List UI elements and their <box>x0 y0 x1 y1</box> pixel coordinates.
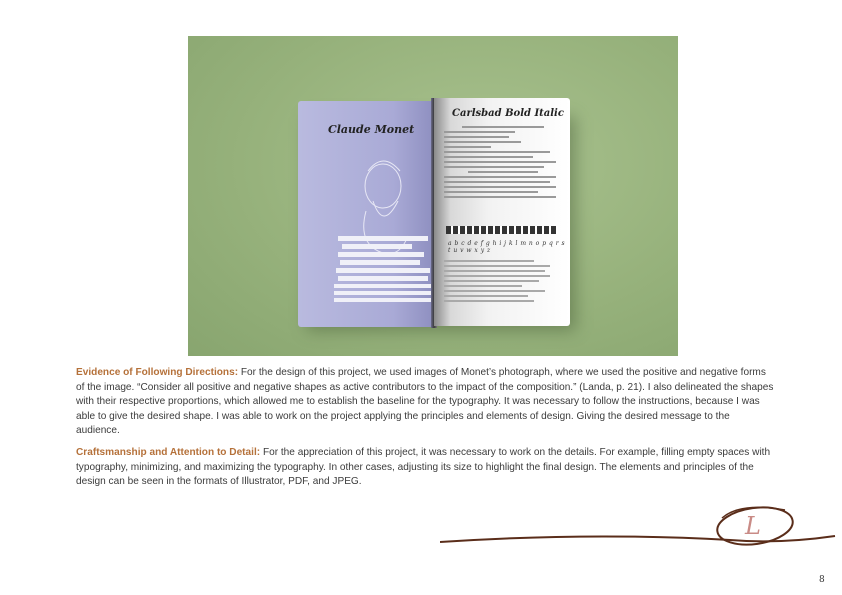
right-page-references <box>444 260 556 305</box>
paragraph-heading: Evidence of Following Directions: <box>76 367 239 378</box>
monet-portrait-illustration <box>328 141 438 316</box>
book-mockup-photo <box>188 36 678 356</box>
signature-logo <box>440 500 840 560</box>
paragraph-following-directions <box>76 366 776 439</box>
paragraph-craftsmanship <box>76 446 776 490</box>
right-page-text-lines <box>444 126 562 201</box>
book-left-page <box>298 101 434 327</box>
uppercase-alphabet-sample <box>446 226 558 234</box>
paragraph-body: For the design of this project, we used images of Monet’s photograph, where we used the positive and negative forms of the image. “Consider all positive and negative shapes as active contributors to the impact of the composition.” (Landa, p. 21). I also delineated the shapes with their respective proportions, which allowed me to establish the baseline for the typography. It was necessary to follow the instructions, because I was able to give the desired shape. I was able to work on the project applying the principles and elements of design. Giving the desired message to the audience. <box>76 367 774 437</box>
logo-letter: L <box>745 512 761 540</box>
lowercase-alphabet-sample: a b c d e f g h i j k l m n o p q r s t u v w x y z <box>448 240 566 254</box>
paragraph-body: For the appreciation of this project, it was necessary to work on the details. For example, filling empty spaces with typography, minimizing, and maximizing the typography. In other cases, adjusting its size to highlight the final design. The elements and principles of the design can be seen in the formats of Illustrator, PDF, and JPEG. <box>76 447 771 488</box>
left-page-title: Claude Monet <box>328 123 415 136</box>
page-number: 8 <box>819 575 825 585</box>
book-right-page <box>434 98 570 326</box>
paragraph-heading: Craftsmanship and Attention to Detail: <box>76 447 261 458</box>
right-page-title: Carlsbad Bold Italic <box>452 108 564 119</box>
